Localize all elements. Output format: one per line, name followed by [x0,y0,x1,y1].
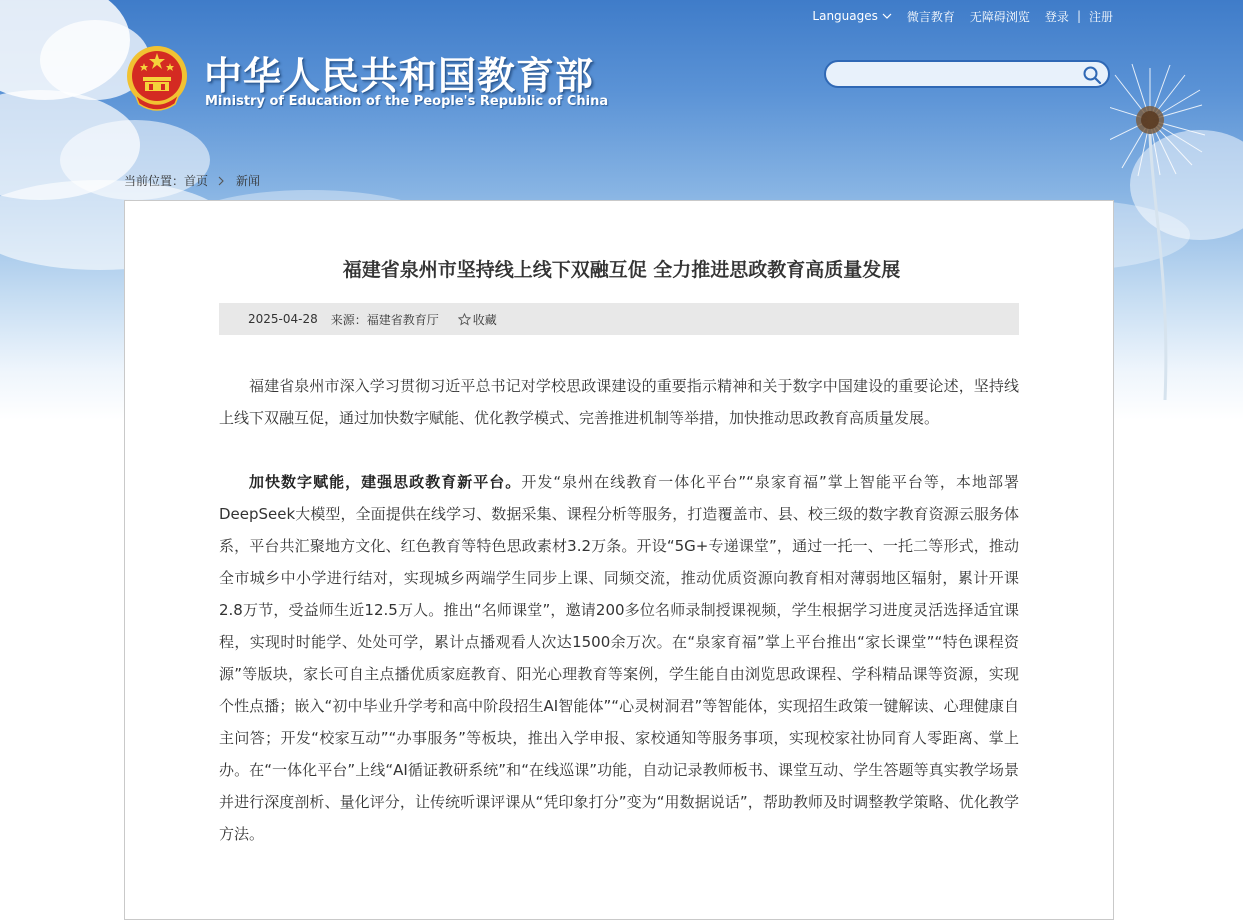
breadcrumb-home[interactable]: 首页 [184,174,209,188]
weiyan-education-link[interactable]: 微言教育 [906,9,955,24]
article-title: 福建省泉州市坚持线上线下双融互促 全力推进思政教育高质量发展 [342,259,901,281]
article-source: 来源：福建省教育厅 [330,312,439,327]
login-link[interactable]: 登录 [1044,9,1069,24]
breadcrumb [124,172,260,189]
chevron-down-icon [882,13,892,20]
article-paragraph [219,370,1019,434]
ministry-title-chinese[interactable]: 中华人民共和国教育部 [204,54,595,98]
star-icon [458,313,471,326]
ministry-title-english[interactable]: Ministry of Education of the People's Republic of China [205,94,609,109]
search-input[interactable] [836,65,1080,85]
article-meta-bar [219,303,1019,335]
article-body [219,370,1019,882]
paragraph-text: 开发“泉州在线教育一体化平台”“泉家育福”掌上智能平台等，本地部署DeepSeek大模型，全面提供在线学习、数据采集、课程分析等服务，打造覆盖市、县、校三级的数字教育资源云服务体系，平台共汇聚地方文化、红色教育等特色思政素材3.2万条。开设“5G+专递课堂”，通过一托一、一托二等形式，推动全市城乡中小学进行结对，实现城乡两端学生同步上课、同频交流，推动优质资源向教育相对薄弱地区辐射，累计开课2.8万节，受益师生近12.5万人。推出“名师课堂”，邀请200多位名师录制授课视频，学生根据学习进度灵活选择适宜课程，实现时时能学、处处可学，累计点播观看人次达1500余万次。在“泉家育福”掌上平台推出“家长课堂”“特色课程资源”等版块，家长可自主点播优质家庭教育、阳光心理教育等案例，学生能自由浏览思政课程、学科精品课等资源，实现个性点播；嵌入“初中毕业升学考和高中阶段招生AI智能体”“心灵树洞君”等智能体，实现招生政策一键解读、心理健康自主问答；开发“校家互动”“办事服务”等板块，推出入学申报、家校通知等服务事项，实现校家社协同育人零距离、掌上办。在“一体化平台”上线“AI循证教研系统”和“在线巡课”功能，自动记录教师板书、课堂互动、学生答题等真实教学场景并进行深度剖析、量化评分，让传统听课评课从“凭印象打分”变为“用数据说话”，帮助教师及时调整教学策略、优化教学方法。 [219,473,1019,843]
chevron-right-icon [218,176,224,186]
breadcrumb-prefix: 当前位置： [124,174,185,188]
dandelion-decoration [1110,60,1243,400]
national-emblem-icon[interactable] [125,44,189,112]
article-paragraph [219,466,1019,850]
paragraph-lead: 加快数字赋能，建强思政教育新平台。 [249,473,522,491]
favorite-label: 收藏 [472,312,497,327]
languages-dropdown[interactable] [812,9,891,23]
search-box [824,60,1110,88]
search-icon[interactable] [1082,65,1102,85]
top-navigation [797,7,1113,25]
publish-date: 2025-04-28 [248,312,318,326]
paragraph-text: 福建省泉州市深入学习贯彻习近平总书记对学校思政课建设的重要指示精神和关于数字中国建设的重要论述，坚持线上线下双融互促，通过加快数字赋能、优化教学模式、完善推进机制等举措，加快推动思政教育高质量发展。 [219,377,1019,427]
register-link[interactable]: 注册 [1088,9,1113,24]
languages-label: Languages [812,9,878,23]
breadcrumb-current[interactable]: 新闻 [236,174,261,188]
favorite-button[interactable] [458,311,497,328]
accessibility-link[interactable]: 无障碍浏览 [969,9,1030,24]
divider: | [1076,9,1081,23]
